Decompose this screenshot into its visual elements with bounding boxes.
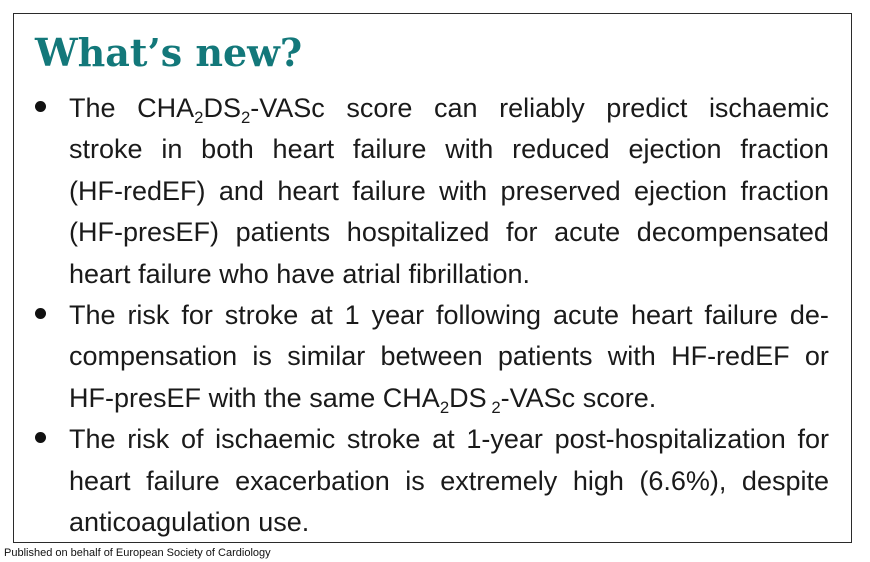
bullet-word: use. [258, 506, 310, 537]
bullet-word: reliably [499, 93, 585, 123]
bullet-word: atrial [342, 258, 401, 289]
bullet-word: the [264, 382, 302, 413]
bullet-word: ejection [628, 134, 722, 165]
bullet-word: patients [235, 217, 331, 248]
bullet-word: compensation [69, 341, 238, 372]
bullet-word: who [219, 258, 269, 289]
bullet-word: reduced [512, 134, 610, 165]
bullet-word: heart [630, 299, 693, 330]
bullet-word: failure [138, 258, 212, 289]
bullet-word: 1-year [466, 424, 543, 455]
bullet-word: de- [789, 299, 829, 330]
bullet-word: The [69, 299, 116, 330]
bullet-word: HF-redEF [671, 341, 790, 372]
bullet-dot-icon [35, 101, 46, 112]
bullet-word: anticoagulation [69, 506, 251, 537]
bullet-dot-icon [35, 308, 46, 319]
bullet-word: in [161, 134, 183, 165]
bullet-word: have [276, 258, 335, 289]
bullet-word: failure [146, 465, 220, 496]
bullet-word: heart [277, 175, 339, 206]
box-title: What’s new? [35, 30, 303, 75]
bullet-word: fraction [740, 134, 829, 165]
bullet-list [69, 88, 829, 543]
bullet-line [69, 419, 829, 460]
bullet-word: at [432, 424, 455, 455]
publisher-footer: Published on behalf of European Society of Cardiology [4, 547, 271, 559]
bullet-word: risk [127, 299, 170, 330]
bullet-word: between [380, 341, 483, 372]
bullet-word: ischaemic [215, 424, 336, 455]
bullet-word: of [180, 424, 204, 455]
bullet-word: ischaemic [708, 93, 829, 123]
bullet-word: heart [69, 465, 131, 496]
bullet-word: for [181, 299, 213, 330]
bullet-line [69, 336, 829, 377]
bullet-word: preserved [500, 175, 621, 206]
bullet-word: failure [704, 299, 778, 330]
bullet-word: stroke [346, 424, 421, 455]
bullet-word: extremely [440, 465, 558, 496]
bullet-word: high [572, 465, 624, 496]
bullet-line [69, 212, 829, 253]
bullet-word: same [309, 382, 376, 413]
bullet-word: 1 [344, 299, 360, 330]
bullet-word: heart [272, 134, 335, 165]
bullet-word: for [797, 424, 829, 455]
whats-new-box [13, 13, 852, 543]
bullet-word: acute [552, 299, 620, 330]
bullet-word: stroke [224, 299, 299, 330]
bullet-word: is [405, 465, 425, 496]
bullet-word: with [208, 382, 257, 413]
bullet-word: acute [554, 217, 621, 248]
bullet-line [69, 378, 829, 419]
bullet-word: patients [497, 341, 593, 372]
bullet-item [69, 88, 829, 295]
bullet-line [69, 502, 829, 543]
bullet-word: with [445, 134, 494, 165]
bullet-word: ejection [634, 175, 728, 206]
bullet-word: failure [352, 175, 426, 206]
bullet-word: with [607, 341, 656, 372]
bullet-word: The [69, 424, 116, 455]
bullet-word: or [804, 341, 829, 372]
bullet-line [69, 295, 829, 336]
bullet-word: despite [741, 465, 829, 496]
bullet-item [69, 419, 829, 543]
bullet-word: predict [606, 93, 688, 123]
bullet-word: at [310, 299, 333, 330]
bullet-word: stroke [69, 134, 143, 165]
bullet-word: similar [287, 341, 366, 372]
bullet-word: both [201, 134, 254, 165]
bullet-line [69, 254, 829, 295]
bullet-word: and [218, 175, 264, 206]
bullet-line [69, 171, 829, 212]
bullet-word: is [252, 341, 272, 372]
bullet-word: $CHA_2DS$ $_2$-VASc [382, 382, 576, 417]
bullet-word: (HF-redEF) [69, 175, 206, 206]
bullet-word: hospitalized [346, 217, 490, 248]
bullet-word: (HF-presEF) [69, 217, 219, 248]
bullet-item [69, 295, 829, 419]
bullet-word: fraction [740, 175, 829, 206]
bullet-word: $CHA_2DS_2$-VASc [137, 93, 325, 127]
bullet-word: post-hospitalization [554, 424, 786, 455]
bullet-word: failure [352, 134, 427, 165]
bullet-word: year [371, 299, 425, 330]
bullet-word: can [434, 93, 478, 123]
bullet-word: HF-presEF [69, 382, 202, 413]
bullet-word: decompensated [636, 217, 829, 248]
bullet-word: heart [69, 258, 131, 289]
bullet-word: with [439, 175, 488, 206]
bullet-line [69, 88, 829, 129]
bullet-line [69, 129, 829, 170]
bullet-word: score. [582, 382, 657, 413]
bullet-word: The [69, 93, 116, 123]
bullet-word: for [506, 217, 538, 248]
bullet-word: following [436, 299, 542, 330]
bullet-word: (6.6%), [639, 465, 727, 496]
bullet-line [69, 461, 829, 502]
bullet-dot-icon [35, 432, 46, 443]
bullet-word: score [346, 93, 413, 123]
bullet-word: fibrillation. [408, 258, 531, 289]
bullet-word: risk [127, 424, 170, 455]
bullet-word: exacerbation [235, 465, 390, 496]
